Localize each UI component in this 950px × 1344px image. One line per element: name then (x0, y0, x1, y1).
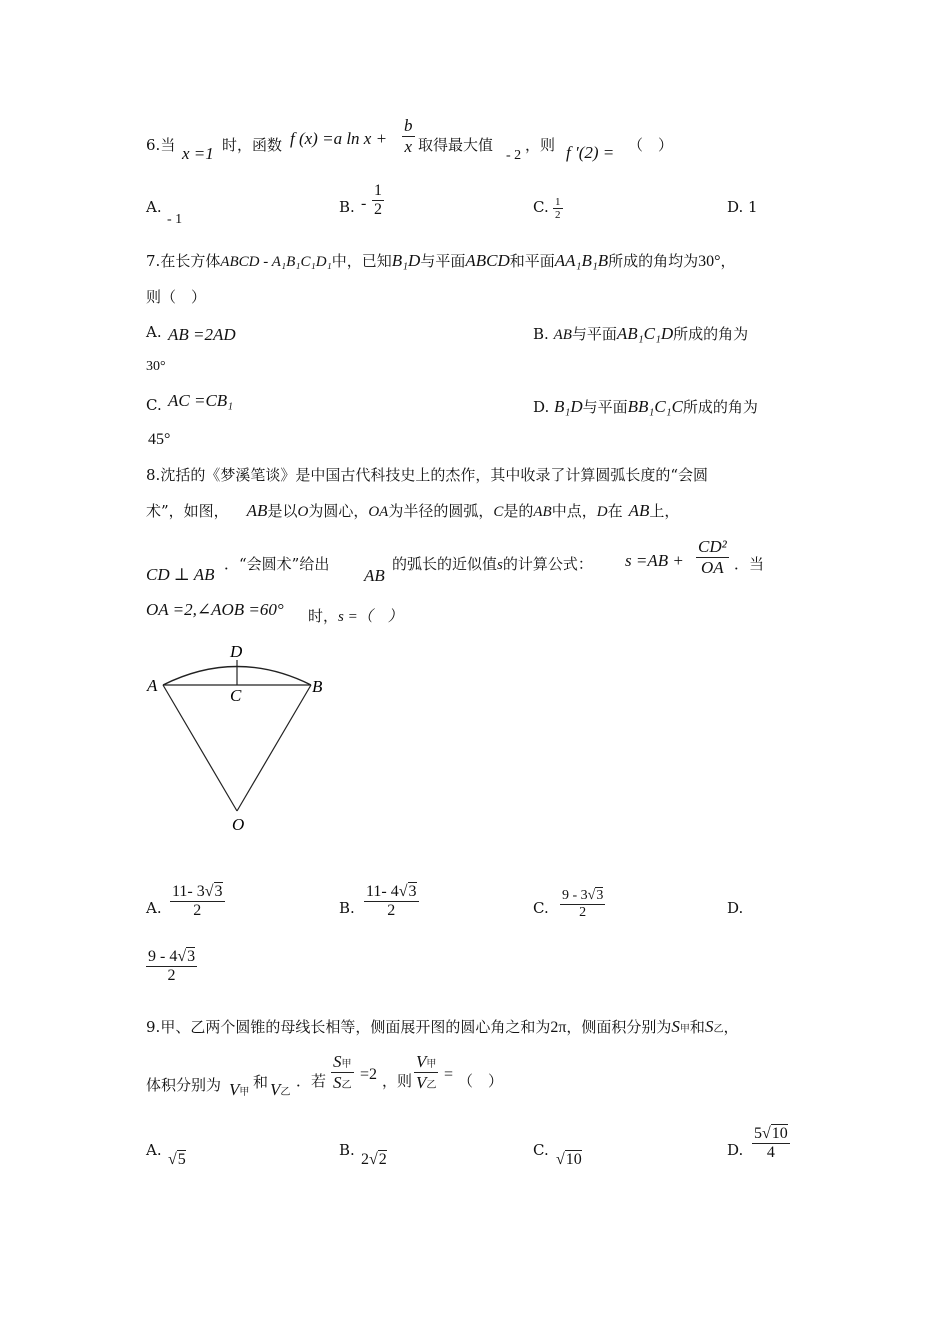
q6-text-then: ，则 (525, 136, 556, 154)
q6-frac: $\frac{b}{x}$ (404, 116, 413, 156)
q6-option-c: C. (533, 198, 549, 216)
q8-option-c: C. (533, 899, 549, 917)
q6-cond: x =1 (182, 144, 214, 163)
q9-option-c: C. (533, 1141, 549, 1159)
q7-option-b-value: 30° (146, 359, 166, 374)
q7-option-b: B. AB与平面AB₁C₁D所成的角为 (533, 324, 749, 343)
q9-v-yi: V乙 (270, 1080, 291, 1099)
radius-oa (163, 685, 237, 811)
q7-option-a-math: AB =2AD (168, 325, 236, 344)
q6-option-b-frac: $\frac{1}{2}$ (374, 182, 382, 218)
label-c: C (230, 686, 242, 705)
q8-line3-b: 的弧长的近似值s的计算公式： (392, 555, 593, 573)
q9-option-b-value: 2√2 (361, 1151, 387, 1168)
q9-paren: （ ） (458, 1072, 504, 1090)
q9-eq: = (444, 1066, 454, 1083)
q6-stem: 6.当 (146, 136, 176, 154)
q6-option-d: D. 1 (727, 198, 758, 216)
q7-option-d: D. B₁D与平面BB₁C₁C所成的角为 (533, 397, 758, 416)
q6-option-c-frac: $\frac{1}{2}$ (555, 196, 561, 221)
q9-v-jia: V甲 (229, 1080, 250, 1099)
q9-option-a-value: √5 (168, 1151, 186, 1168)
q9-and: 和 (253, 1073, 269, 1091)
q7-option-c: C. (146, 396, 162, 414)
label-b: B (312, 677, 323, 696)
q9-option-b: B. (339, 1141, 355, 1159)
q9-line2-a: 体积分别为 (146, 1076, 222, 1094)
q9-eq2: =2 (360, 1066, 378, 1083)
q6-deriv: f ′(2) = (566, 143, 615, 162)
q6-text-max: 取得最大值 (418, 136, 494, 154)
q6-option-b: B. (339, 198, 355, 216)
q8-option-d-frac: $\frac{9 - 4√3}{2}$ (148, 948, 196, 984)
radius-ob (237, 685, 311, 811)
q9-ratio-v: $\frac{\text{V甲}}{\text{V乙}}$ (416, 1052, 437, 1092)
q9-line2-b: ．若 (296, 1072, 327, 1090)
q8-option-b-frac: $\frac{11- 4√3}{2}$ (366, 883, 417, 919)
q8-option-a: A. (146, 899, 162, 917)
q6-option-a-value: - 1 (167, 212, 183, 227)
label-d: D (230, 642, 243, 661)
q8-option-c-frac: $\frac{9 - 3√3}{2}$ (562, 888, 604, 920)
label-a: A (147, 676, 158, 695)
q8-line2: 术”，如图， AB是以O为圆心，OA为半径的圆弧，C是的AB中点，D在 AB上， (146, 501, 680, 520)
q8-perp: CD ⊥ AB (146, 565, 215, 584)
q8-sector-figure (140, 638, 340, 838)
q8-option-b: B. (339, 899, 355, 917)
q9-option-d: D. (727, 1141, 744, 1159)
q6-text-func: 时，函数 (222, 136, 283, 154)
q9-line2-c: ，则 (382, 1072, 413, 1090)
q8-line1: 8.沈括的《梦溪笔谈》是中国古代科技史上的杰作，其中收录了计算圆弧长度的“会圆 (146, 466, 708, 484)
label-o: O (232, 815, 245, 834)
q6-maxval: - 2 (506, 148, 522, 163)
q8-condition: OA =2,∠AOB =60° (146, 600, 284, 619)
q8-line4: 时，s =（ ） (308, 607, 403, 625)
q7-option-d-value: 45° (148, 431, 171, 448)
q8-formula: s =AB + (625, 551, 684, 570)
q9-ratio-s: $\frac{\text{S甲}}{\text{S乙}}$ (333, 1052, 352, 1092)
q9-line1: 9.甲、乙两个圆锥的母线长相等，侧面展开图的圆心角之和为2π，侧面积分别为S甲和S乙， (146, 1017, 739, 1036)
q6-option-a: A. (146, 198, 162, 216)
q6-paren: （ ） (628, 136, 674, 154)
q9-option-a: A. (146, 1141, 162, 1159)
q8-formula-frac: $\frac{\text{CD²}}{OA}$ (698, 537, 727, 577)
q7-stem-line1: 7.在长方体ABCD - A₁B₁C₁D₁中，已知B₁D与平面ABCD和平面AA₁B₁B所成的角均为30°， (146, 251, 736, 270)
q9-option-c-value: √10 (556, 1151, 582, 1168)
q8-line3-a: ．“会圆术”给出 (224, 555, 330, 573)
q8-arc-ab: AB (246, 501, 268, 520)
q7-option-c-math: AC =CB₁ (168, 391, 234, 410)
q8-option-a-frac: $\frac{11- 3√3}{2}$ (172, 883, 223, 919)
q6-function: f (x) =a ln x + (290, 129, 388, 148)
q9-option-d-frac: $\frac{5√10}{4}$ (754, 1125, 788, 1161)
q8-line3-c: ．当 (734, 555, 765, 573)
q6-option-b-minus: - (361, 195, 367, 212)
q8-option-d: D. (727, 899, 744, 917)
q7-option-a: A. (146, 323, 162, 341)
q7-stem-line2: 则（ ） (146, 288, 207, 306)
q8-arc-ab-2: AB (364, 566, 385, 585)
